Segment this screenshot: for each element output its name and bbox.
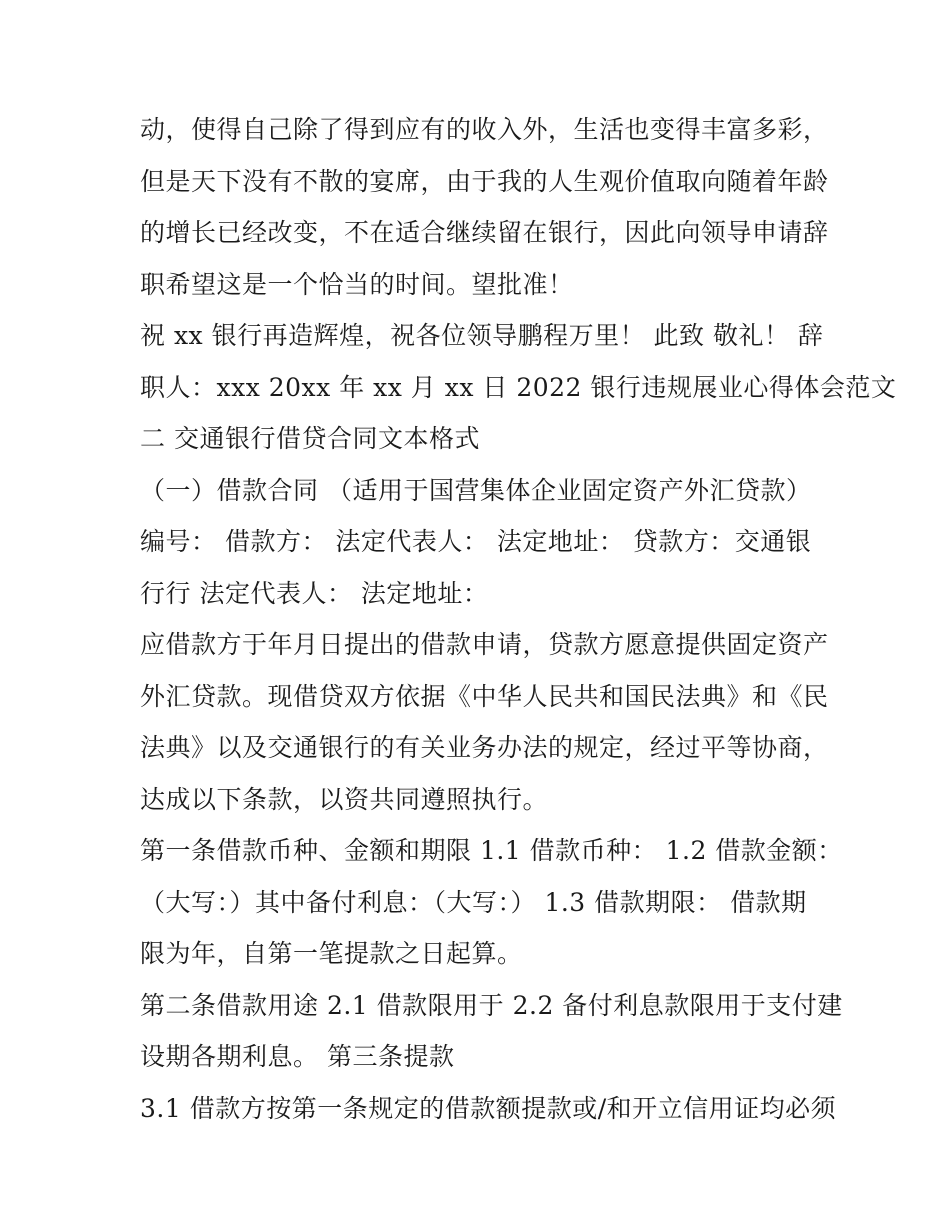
text-line: 限为年，自第一笔提款之日起算。 [140, 939, 523, 968]
text-line: 职人：xxx 20xx 年 xx 月 xx 日 2022 银行违规展业心得体会范文 [140, 372, 897, 402]
text-line: 法典》以及交通银行的有关业务办法的规定，经过平等协商， [140, 733, 829, 762]
text-line: 外汇贷款。现借贷双方依据《中华人民共和国民法典》和《民 [140, 681, 829, 711]
text-line: 职希望这是一个恰当的时间。望批准！ [140, 269, 574, 299]
text-line: 达成以下条款，以资共同遵照执行。 [140, 784, 549, 814]
text-line: 第一条借款币种、金额和期限 1.1 借款币种： 1.2 借款金额： [140, 836, 843, 865]
text-line: 行行 法定代表人： 法定地址： [140, 578, 489, 608]
text-line: 第二条借款用途 2.1 借款限用于 2.2 备付利息款限用于支付建 [140, 990, 843, 1020]
text-line: 动，使得自己除了得到应有的收入外，生活也变得丰富多彩， [140, 115, 829, 144]
text-line: （大写：）其中备付利息：（大写：） 1.3 借款期限： 借款期 [140, 887, 807, 917]
text-line: 祝 xx 银行再造辉煌，祝各位领导鹏程万里！ 此致 敬礼！ 辞 [140, 321, 824, 350]
text-line: 但是天下没有不散的宴席，由于我的人生观价值取向随着年龄 [140, 166, 829, 196]
subsection-title: （一）借款合同 （适用于国营集体企业固定资产外汇贷款） [140, 475, 812, 505]
text-line: 的增长已经改变，不在适合继续留在银行，因此向领导申请辞 [140, 218, 829, 247]
text-line: 编号： 借款方： 法定代表人： 法定地址： 贷款方：交通银 [140, 527, 812, 556]
document-body [140, 104, 897, 1134]
section-title: 二 交通银行借贷合同文本格式 [140, 424, 480, 453]
text-line: 应借款方于年月日提出的借款申请，贷款方愿意提供固定资产 [140, 630, 829, 659]
text-line: 3.1 借款方按第一条规定的借款额提款或/和开立信用证均必须 [140, 1093, 837, 1123]
text-line: 设期各期利息。 第三条提款 [140, 1042, 455, 1071]
